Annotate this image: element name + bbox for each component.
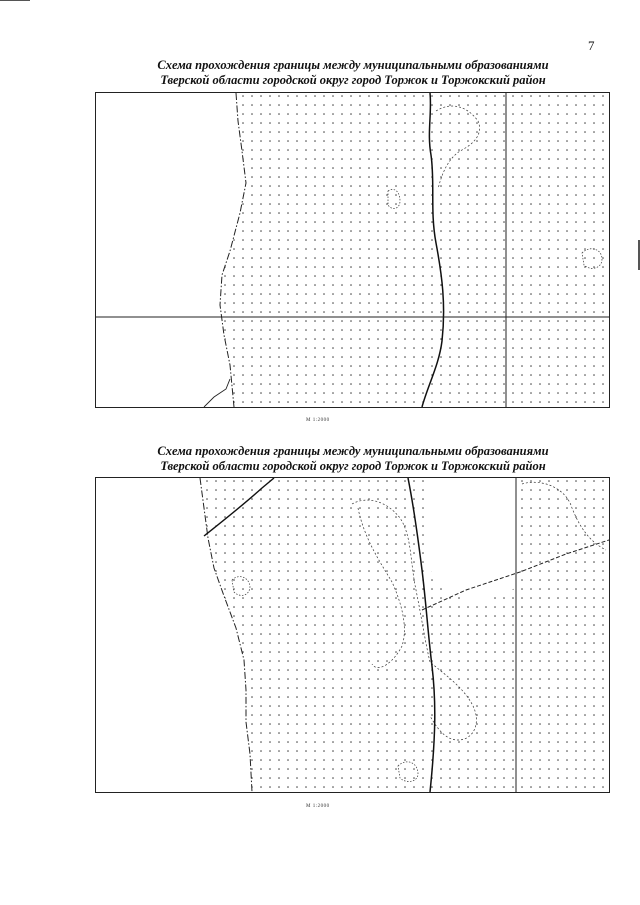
map-1-title-line-2: Тверской области городской округ город Торжок и Торжокский район <box>160 73 546 87</box>
map-2-title <box>96 444 610 474</box>
map-1-scale-note: М 1:2000 <box>306 418 330 423</box>
map-1-title <box>96 58 610 88</box>
scan-edge-mark <box>0 0 30 1</box>
map-2-canvas <box>96 478 609 792</box>
territory-dotted-area <box>220 93 609 407</box>
page-number: 7 <box>588 38 595 53</box>
map-1-frame <box>95 92 610 408</box>
map-2-title-line-2: Тверской области городской округ город Торжок и Торжокский район <box>160 459 546 473</box>
map-1-canvas <box>96 93 609 407</box>
map-2-title-line-1: Схема прохождения границы между муниципальными образованиями <box>157 444 549 458</box>
map-1-title-line-1: Схема прохождения границы между муниципальными образованиями <box>157 58 549 72</box>
map-2-frame <box>95 477 610 793</box>
map-2-scale-note: М 1:2000 <box>306 804 330 809</box>
boundary-spur <box>204 379 230 407</box>
